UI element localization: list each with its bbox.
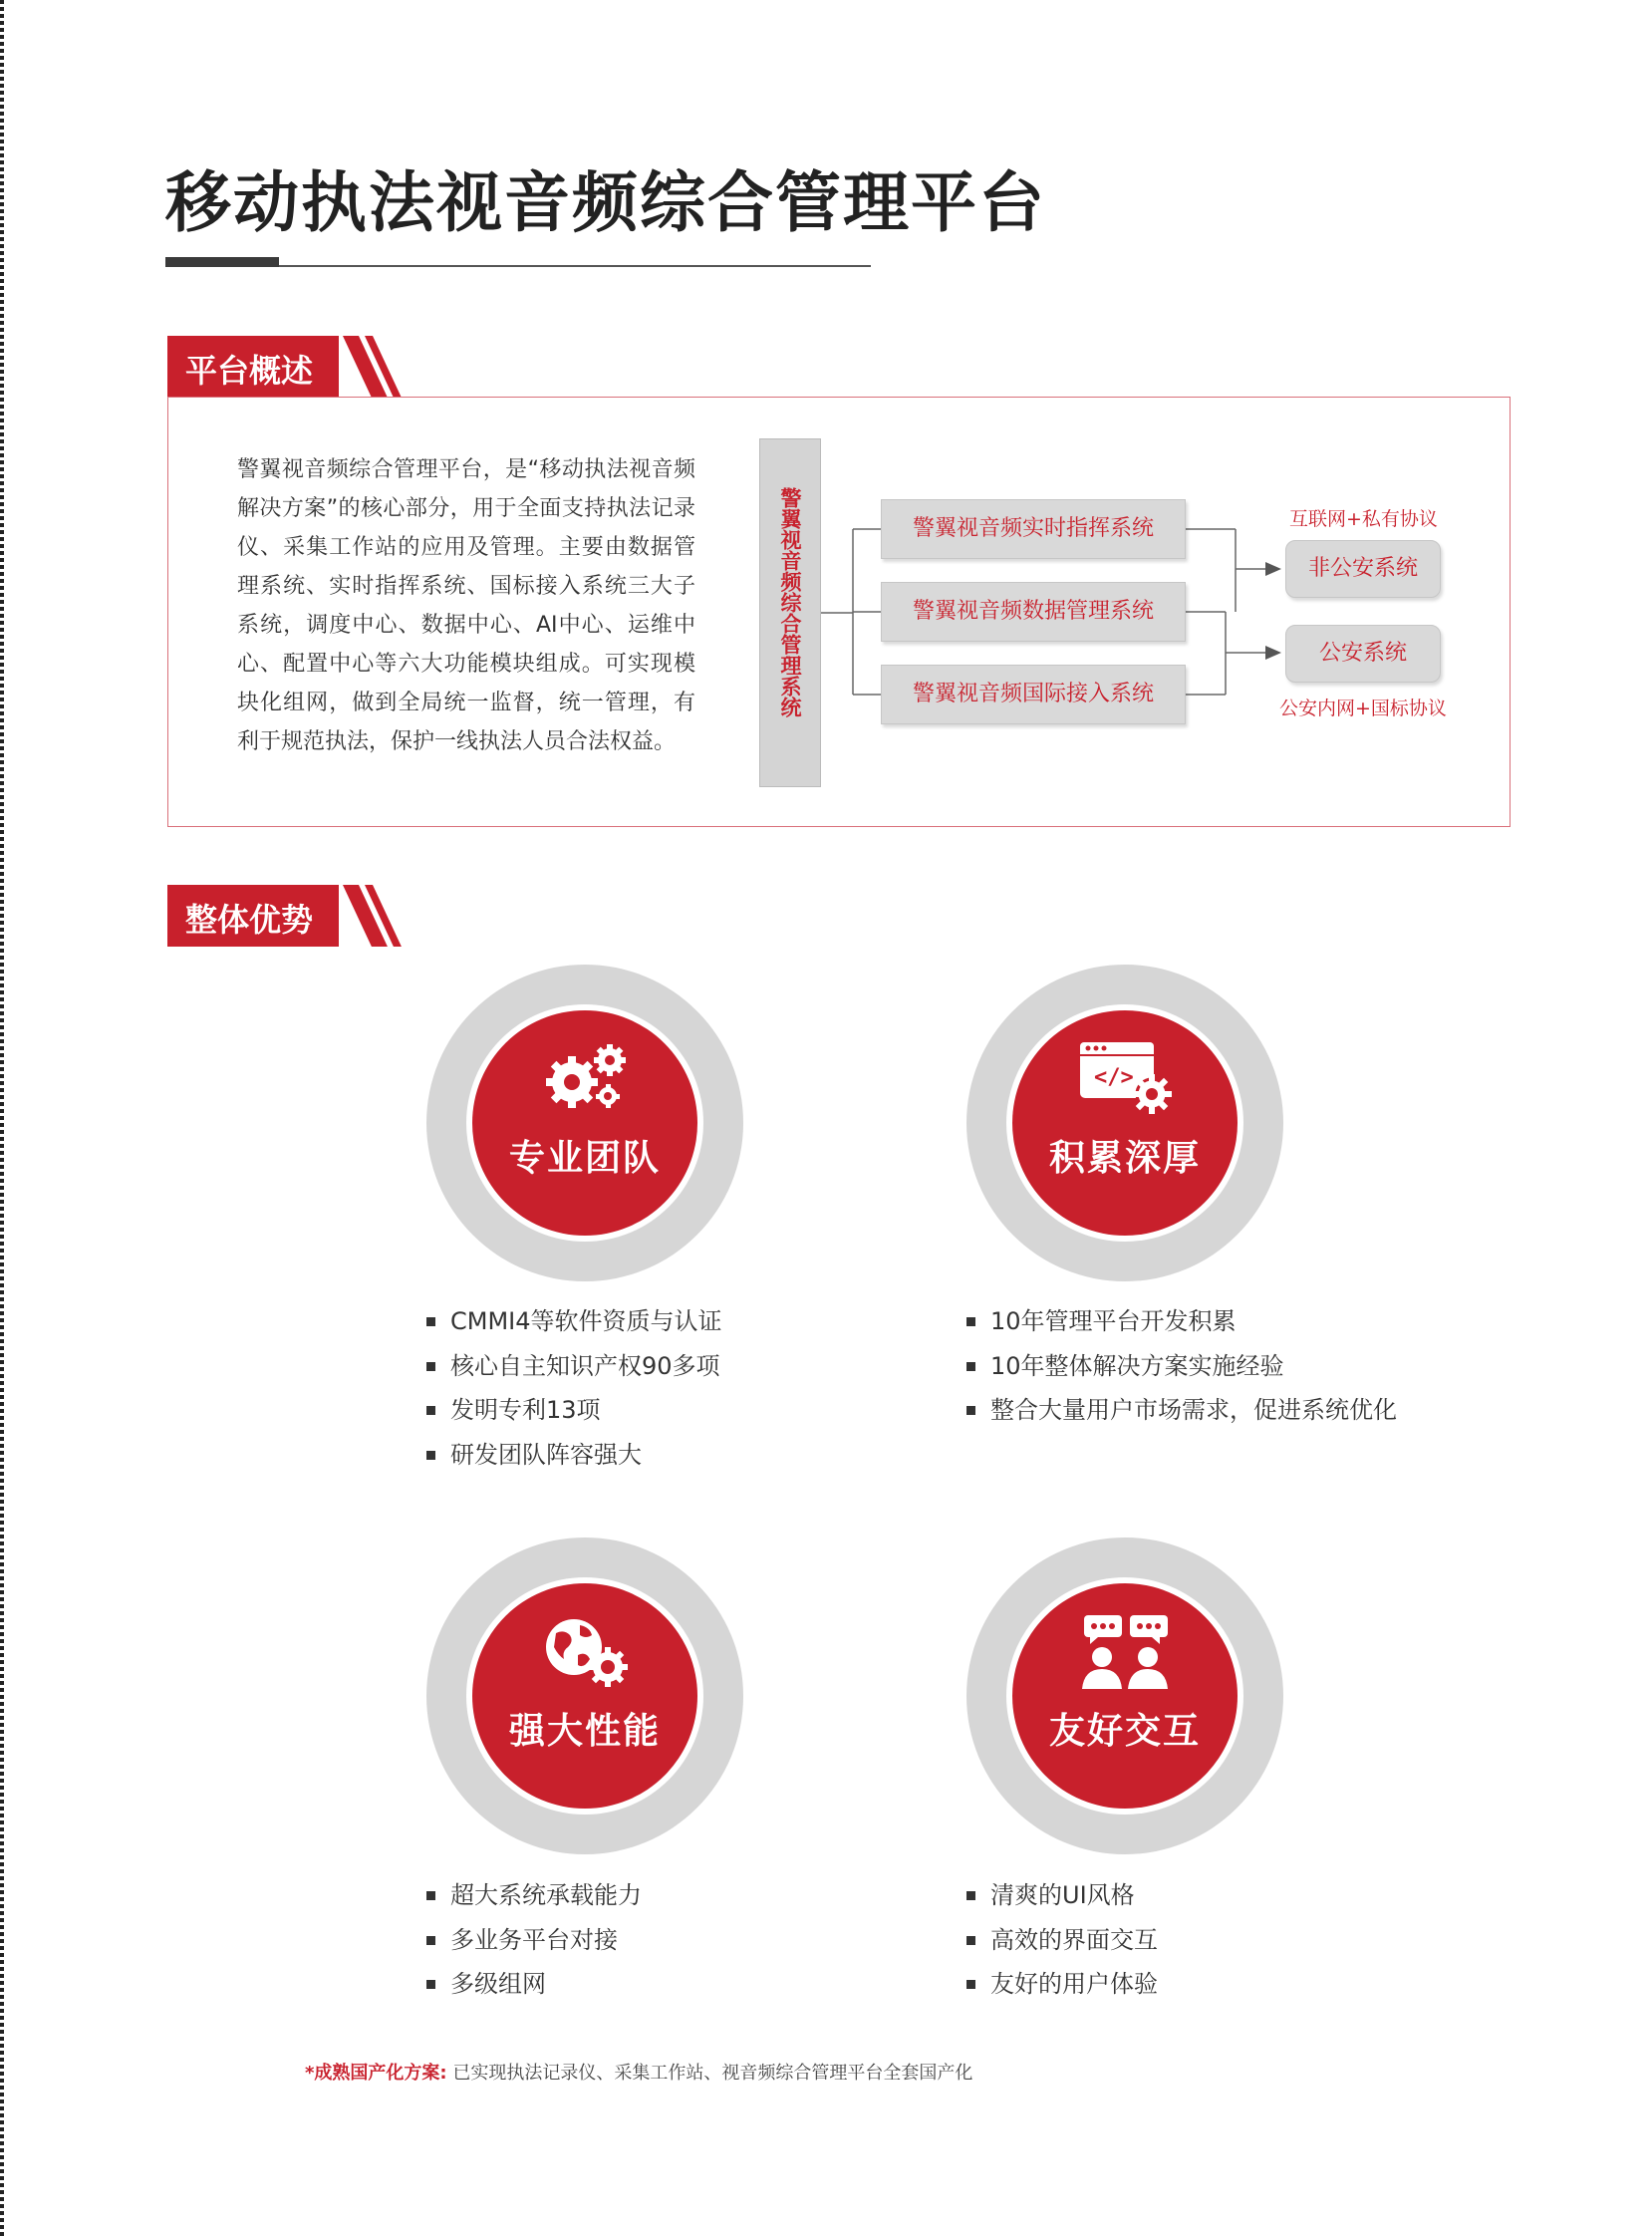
advantage-bullet-list [426,1299,722,1477]
advantage-badge [426,965,743,1281]
list-item: 10年管理平台开发积累 [966,1299,1397,1344]
target-system-box: 公安系统 [1285,625,1441,683]
arrow-head [1265,562,1281,576]
list-item: 核心自主知识产权90多项 [426,1344,722,1389]
gears-icon [534,1038,638,1118]
code-window-gear-icon [1074,1038,1178,1118]
advantage-bullet-list [426,1873,642,2007]
section-tag-label: 整体优势 [185,901,314,939]
footnote-text: 已实现执法记录仪、采集工作站、视音频综合管理平台全套国产化 [452,2063,973,2084]
list-item: 发明专利13项 [426,1388,722,1433]
advantage-bullet-list [966,1873,1158,2007]
section-tag-advantages [167,885,387,947]
advantage-name: 强大性能 [508,1711,661,1752]
advantage-bullet-list [966,1299,1397,1433]
list-item: CMMI4等软件资质与认证 [426,1299,722,1344]
footnote [305,2059,972,2085]
advantage-name: 积累深厚 [1048,1138,1201,1179]
list-item: 10年整体解决方案实施经验 [966,1344,1397,1389]
list-item: 多业务平台对接 [426,1918,642,1963]
advantage-badge [966,1537,1283,1854]
advantage-badge [966,965,1283,1281]
list-item: 多级组网 [426,1962,642,2007]
subsystem-box: 警翼视音频国际接入系统 [881,665,1186,724]
list-item: 整合大量用户市场需求，促进系统优化 [966,1388,1397,1433]
subsystem-box: 警翼视音频实时指挥系统 [881,499,1186,559]
arrow-head [1265,646,1281,660]
overview-description: 警翼视音频综合管理平台，是“移动执法视音频解决方案”的核心部分，用于全面支持执法记录仪、采集工作站的应用及管理。主要由数据管理系统、实时指挥系统、国标接入系统三大子系统，调度中心、数据中心、AI中心、运维中心、配置中心等六大功能模块组成。可实现模块化组网，做到全局统一监督，统一管理，有利于规范执法，保护一线执法人员合法权益。 [237,457,695,754]
page-title: 移动执法视音频综合管理平台 [165,164,1046,241]
list-item: 友好的用户体验 [966,1962,1158,2007]
section-tag-label: 平台概述 [185,352,314,390]
footnote-label: *成熟国产化方案: [305,2063,447,2084]
protocol-label: 公安内网+国标协议 [1279,698,1447,719]
advantage-name: 专业团队 [508,1138,661,1179]
main-system-box [759,438,821,787]
protocol-label: 互联网+私有协议 [1289,508,1438,530]
subsystem-box: 警翼视音频数据管理系统 [881,582,1186,642]
users-chat-icon [1074,1611,1178,1691]
main-system-label: 警翼视音频综合管理系统 [778,487,802,717]
list-item: 超大系统承载能力 [426,1873,642,1918]
list-item: 清爽的UI风格 [966,1873,1158,1918]
list-item: 研发团队阵容强大 [426,1433,722,1478]
diagram-connectors [0,0,1652,897]
target-system-box: 非公安系统 [1285,540,1441,598]
list-item: 高效的界面交互 [966,1918,1158,1963]
globe-gear-icon [534,1611,638,1691]
advantage-badge [426,1537,743,1854]
advantage-name: 友好交互 [1048,1711,1201,1752]
svg-text:</>: </> [1094,1065,1134,1090]
